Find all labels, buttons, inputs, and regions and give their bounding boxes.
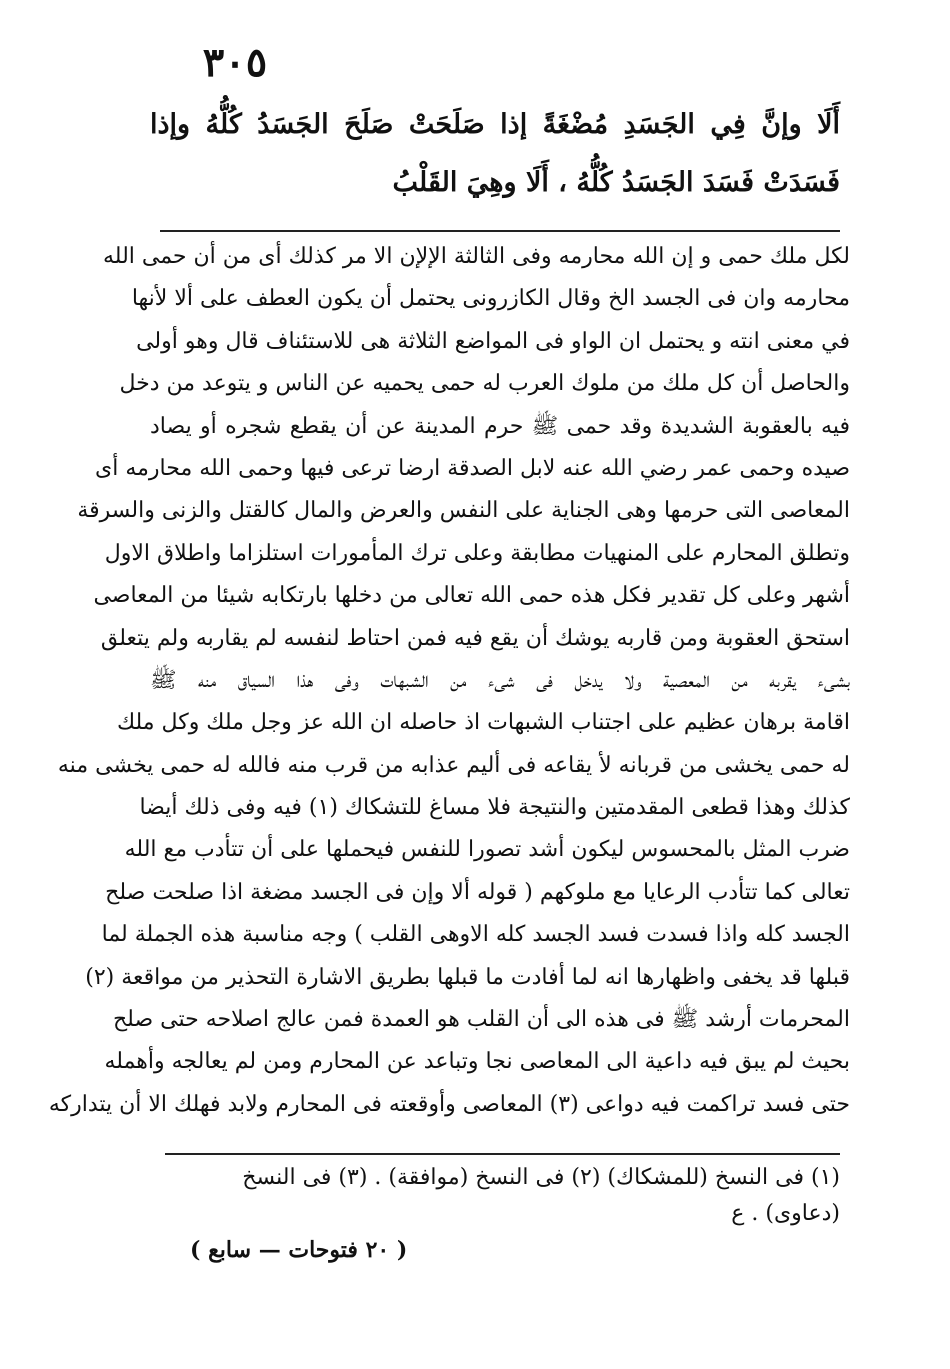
commentary-line: محارمه وان فى الجسد الخ وقال الكازرونى يحتمل أن يكون العطف على ألا لأنها — [131, 286, 850, 312]
commentary-line: في معنى انته و يحتمل ان الواو فى المواضع الثلاثة هى للاستئناف قال وهو أولى — [136, 328, 850, 354]
commentary-line: أشهر وعلى كل تقدير فكل هذه حمى الله تعالى من دخلها بارتكابه شيئا من المعاصى — [93, 583, 850, 609]
commentary-line: بحيث لم يبق فيه داعية الى المعاصى نجا وتباعد عن المحارم ومن لم يعالجه وأهمله — [104, 1049, 850, 1075]
commentary-text — [48, 236, 850, 1126]
commentary-line: المحرمات أرشد ﷺ فى هذه الى أن القلب هو العمدة فمن عالج اصلاحه حتى صلح — [112, 1007, 850, 1033]
commentary-line: فيه بالعقوبة الشديدة وقد حمى ﷺ حرم المدينة عن أن يقطع شجره أو يصاد — [150, 413, 850, 439]
commentary-line: ضرب المثل بالمحسوس ليكون أشد تصورا للنفس فيحملها على أن تتأدب مع الله — [124, 837, 850, 863]
commentary-line: كذلك وهذا قطعى المقدمتين والنتيجة فلا مساغ للتشكاك (١) فيه وفى ذلك أيضا — [139, 795, 850, 821]
footnote-divider — [165, 1153, 840, 1155]
footnotes — [170, 1160, 840, 1268]
commentary-line: حتى فسد تراكمت فيه دواعى (٣) المعاصى وأوقعته فى المحارم ولابد فهلك الا أن يتداركه — [48, 1091, 850, 1117]
commentary-line: استحق العقوبة ومن قاربه يوشك أن يقع فيه فمن احتاط لنفسه لم يقاربه ولم يتعلق — [100, 625, 850, 651]
commentary-line: المعاصى التى حرمها وهى الجناية على النفس والعرض والمال كالقتل والزنى والسرقة — [77, 498, 850, 524]
commentary-line: بشىء يقربه من المعصية ولا يدخل فى شىء من الشبهات وفى هذا السياق منه ﷺ — [150, 667, 850, 693]
top-divider — [160, 230, 840, 232]
commentary-line: اقامة برهان عظيم على اجتناب الشبهات اذ حاصله ان الله عز وجل ملك وكل ملك — [116, 710, 850, 736]
commentary-line: قبلها قد يخفى واظهارها انه لما أفادت ما قبلها بطريق الاشارة التحذير من مواقعة (٢) — [85, 964, 850, 990]
commentary-line: وتطلق المحارم على المنهيات مطابقة وعلى ترك المأمورات استلزاما واطلاق الاول — [104, 540, 850, 566]
footnote-line: (١) فى النسخ (للمشكاك) (٢) فى النسخ (موافقة) . (٣) فى النسخ (دعاوى) . ع — [242, 1165, 840, 1226]
page-number: ٣٠٥ — [202, 39, 268, 86]
signature-line: ( ٢٠ فتوحات — سابع ) — [190, 1237, 408, 1263]
hadith-text: أَلَا وإنَّ فِي الجَسَدِ مُضْغَةً إذا صَلَحَتْ صَلَحَ الجَسَدُ كُلُّهُ وإذا فَسَدَتْ فَسَدَ الجَسَدُ كُلُّهُ ، أَلَا وهِيَ القَلْبُ — [150, 109, 840, 198]
commentary-line: تعالى كما تتأدب الرعايا مع ملوكهم ( قوله ألا وإن فى الجسد مضغة اذا صلحت صلح — [105, 879, 850, 905]
commentary-line: له حمى يخشى من قربانه لأ يقاعه فى أليم عذابه من قرب منه فالله له حمى يخشى منه — [57, 752, 850, 778]
commentary-line: لكل ملك حمى و إن الله محارمه وفى الثالثة الإلإن الا مر كذلك أى من أن حمى الله — [102, 244, 850, 269]
commentary-line: صيده وحمى عمر رضي الله عنه لابل الصدقة ارضا ترعى فيها وحمى الله محارمه أى — [95, 455, 850, 481]
commentary-line: الجسد كله واذا فسدت فسد الجسد كله الاوهى القلب ) وجه مناسبة هذه الجملة لما — [101, 922, 850, 948]
commentary-line: والحاصل أن كل ملك من ملوك العرب له حمى يحميه عن الناس و يتوعد من دخل — [119, 371, 850, 397]
